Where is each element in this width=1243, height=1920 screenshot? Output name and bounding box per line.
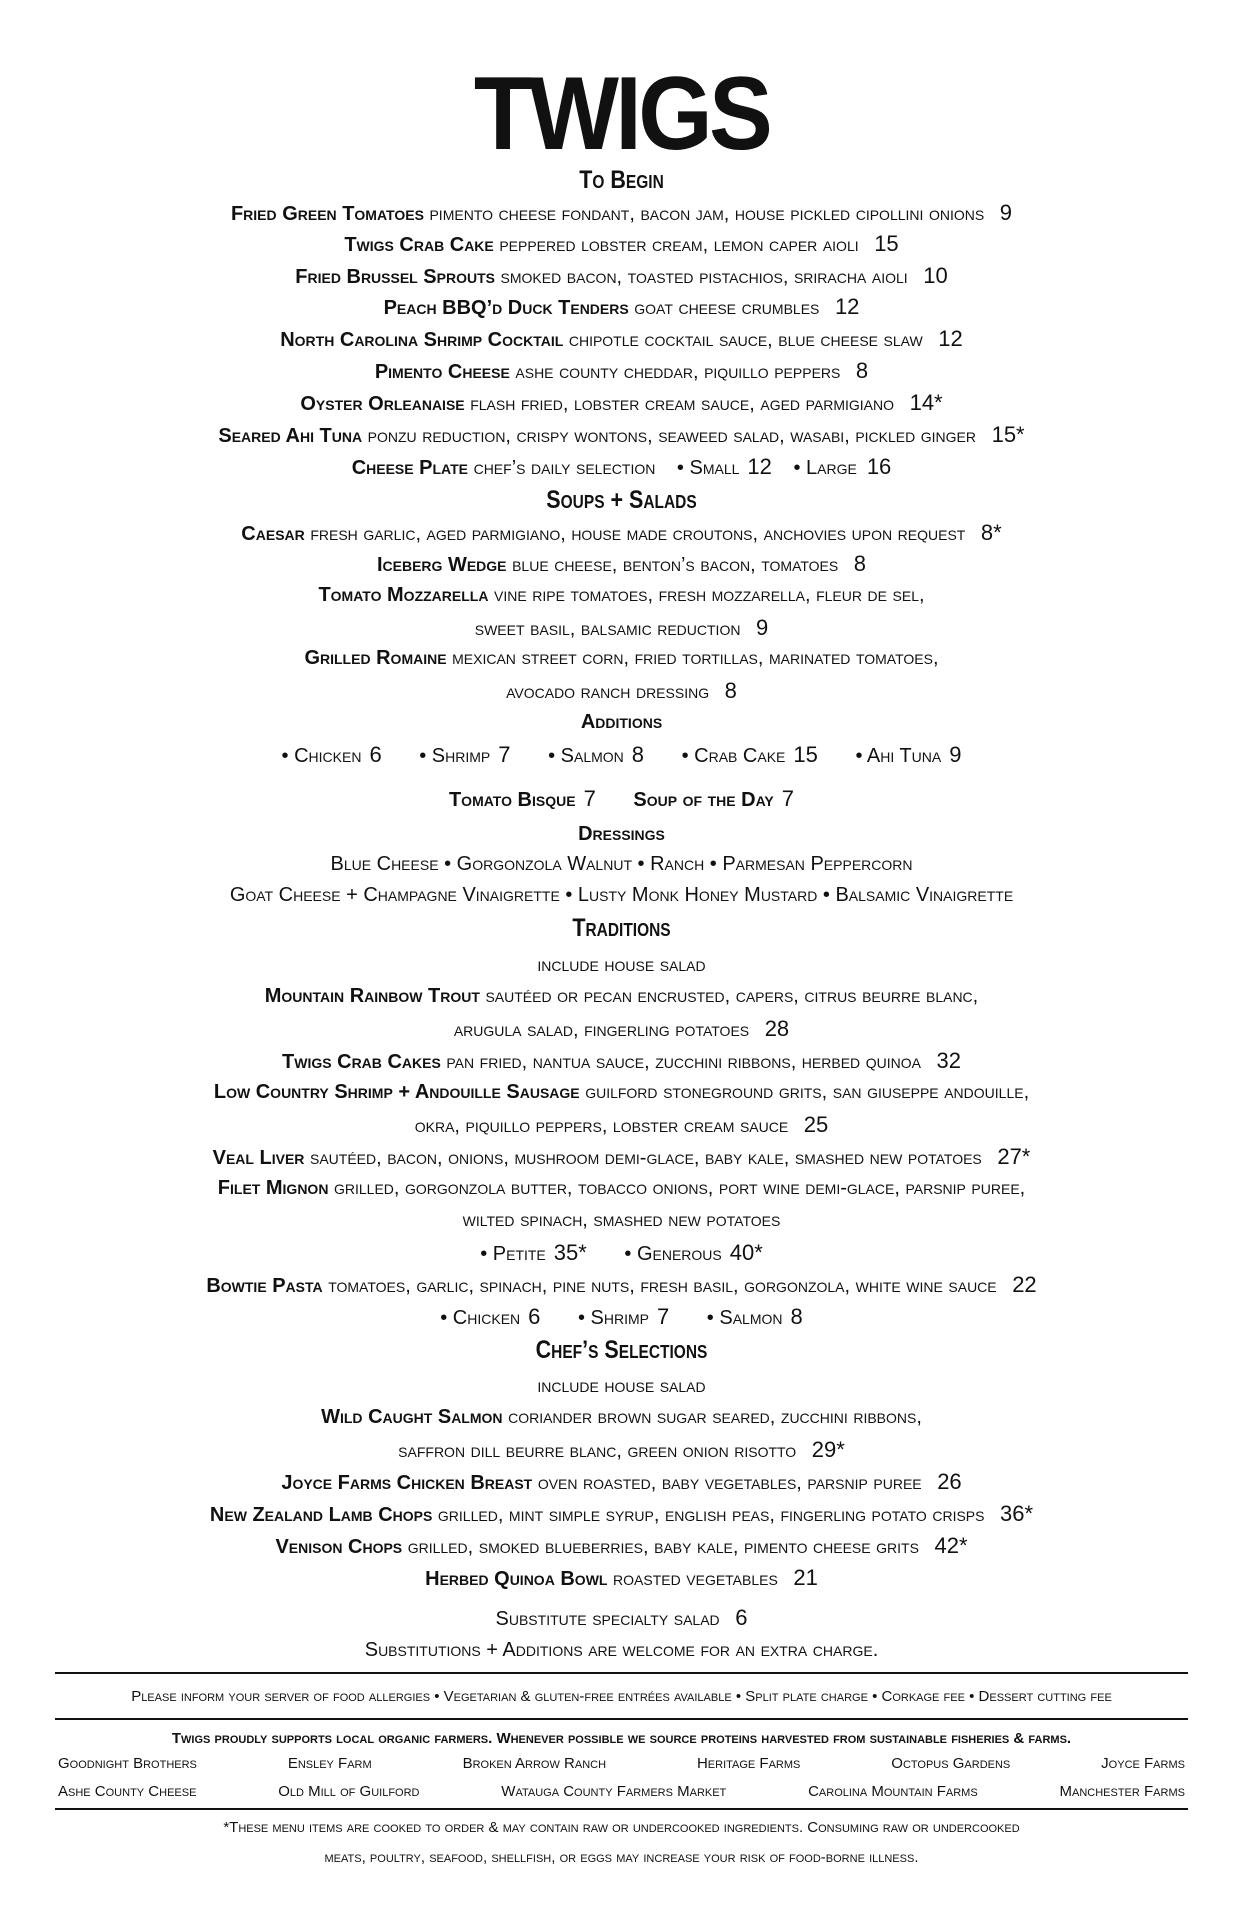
item-name: Mountain Rainbow Trout: [264, 985, 480, 1007]
section-heading-traditions: Traditions: [572, 914, 671, 942]
menu-item-twigs-crab-cake: [0, 233, 1243, 255]
item-price: 32: [936, 1048, 961, 1073]
item-desc: goat cheese crumbles: [634, 297, 820, 319]
item-name: Twigs Crab Cake: [344, 234, 494, 256]
menu-item-twigs-crab-cakes: [0, 1050, 1243, 1072]
additions-heading: Additions: [580, 711, 663, 733]
item-name: Tomato Mozzarella: [318, 584, 489, 606]
farm-name: Heritage Farms: [696, 1755, 801, 1772]
farm-name: Carolina Mountain Farms: [808, 1783, 978, 1800]
menu-item-seared-ahi-tuna: [0, 424, 1243, 446]
item-desc: chef’s daily selection: [473, 457, 656, 479]
addition-ahi-tuna: • Ahi Tuna 9: [855, 742, 962, 767]
addition-salmon: • Salmon 8: [548, 742, 645, 767]
soups-line: [0, 788, 1243, 810]
item-price: 27*: [997, 1144, 1031, 1169]
item-desc: wilted spinach, smashed new potatoes: [462, 1209, 781, 1231]
item-price: 22: [1012, 1272, 1037, 1297]
item-price: 25: [803, 1112, 829, 1137]
farm-name: Watauga County Farmers Market: [501, 1783, 727, 1800]
menu-item-filet-mignon-cont: [0, 1210, 1243, 1230]
traditions-note: include house salad: [537, 954, 706, 976]
farm-name: Ashe County Cheese: [58, 1783, 197, 1800]
soup-tomato-bisque: Tomato Bisque 7: [448, 786, 596, 811]
item-desc: arugula salad, fingerling potatoes: [453, 1019, 750, 1041]
addition-chicken: • Chicken 6: [440, 1304, 541, 1329]
item-price: 8: [853, 551, 867, 576]
item-desc: smoked bacon, toasted pistachios, sriracha aioli: [500, 266, 908, 288]
farm-name: Octopus Gardens: [891, 1755, 1011, 1772]
menu-item-duck-tenders: [0, 296, 1243, 318]
farm-name: Ensley Farm: [287, 1755, 372, 1772]
item-price: 8*: [980, 520, 1002, 545]
menu-item-grilled-romaine: [0, 648, 1243, 668]
item-price: 12: [834, 294, 860, 319]
footer-divider-top: [55, 1672, 1188, 1674]
item-name: New Zealand Lamb Chops: [209, 1504, 433, 1526]
item-desc: vine ripe tomatoes, fresh mozzarella, fleur de sel,: [494, 584, 925, 606]
item-price: 28: [764, 1016, 790, 1041]
menu-item-bowtie-pasta: [0, 1274, 1243, 1296]
dressings-line-1: Blue Cheese • Gorgonzola Walnut • Ranch • Parmesan Peppercorn: [330, 853, 913, 875]
additions-list: [0, 744, 1243, 766]
menu-item-oyster-orleanaise: [0, 392, 1243, 414]
item-name: Veal Liver: [212, 1147, 305, 1169]
item-name: Wild Caught Salmon: [321, 1406, 503, 1428]
item-price: 15: [874, 231, 899, 256]
menu-item-tomato-mozzarella: [0, 585, 1243, 605]
pasta-additions: [0, 1306, 1243, 1328]
menu-item-rainbow-trout: [0, 986, 1243, 1006]
item-price: 9: [756, 615, 769, 640]
item-price: 15*: [991, 422, 1025, 447]
farm-name: Joyce Farms: [1101, 1755, 1185, 1772]
menu-item-low-country-shrimp: [0, 1082, 1243, 1102]
item-name: Iceberg Wedge: [376, 554, 507, 576]
item-price: 36*: [1000, 1501, 1034, 1526]
policies-note: Please inform your server of food allergies • Vegetarian & gluten-free entrées available • Split plate charge • Corkage fee • Dessert cutting fee: [131, 1688, 1112, 1705]
chefs-note: include house salad: [537, 1375, 706, 1397]
item-price: 29*: [811, 1437, 845, 1462]
size-option-large: • Large 16: [793, 454, 892, 479]
item-desc: sautéed, bacon, onions, mushroom demi-glace, baby kale, smashed new potatoes: [309, 1147, 982, 1169]
item-desc: blue cheese, benton’s bacon, tomatoes: [512, 554, 839, 576]
item-desc: avocado ranch dressing: [506, 681, 710, 703]
item-desc: flash fried, lobster cream sauce, aged parmigiano: [470, 393, 895, 415]
item-price: 14*: [909, 390, 943, 415]
item-price: 9: [999, 200, 1013, 225]
menu-item-rainbow-trout-cont: [0, 1018, 1243, 1040]
menu-item-fried-green-tomatoes: [0, 202, 1243, 224]
farm-name: Manchester Farms: [1059, 1783, 1185, 1800]
farms-row-1: [58, 1756, 1185, 1771]
item-name: Low Country Shrimp + Andouille Sausage: [213, 1081, 580, 1103]
menu-item-pimento-cheese: [0, 360, 1243, 382]
item-desc: okra, piquillo peppers, lobster cream sauce: [414, 1115, 789, 1137]
item-name: Oyster Orleanaise: [300, 393, 465, 415]
item-name: Filet Mignon: [217, 1177, 329, 1199]
item-desc: pimento cheese fondant, bacon jam, house pickled cipollini onions: [429, 203, 985, 225]
item-name: Seared Ahi Tuna: [218, 425, 363, 447]
item-desc: tomatoes, garlic, spinach, pine nuts, fresh basil, gorgonzola, white wine sauce: [328, 1275, 997, 1297]
item-name: North Carolina Shrimp Cocktail: [280, 329, 564, 351]
restaurant-title: TWIGS: [473, 56, 770, 172]
menu-item-shrimp-cocktail: [0, 328, 1243, 350]
size-option-petite: • Petite 35*: [480, 1240, 587, 1265]
addition-crab-cake: • Crab Cake 15: [681, 742, 818, 767]
item-price: 12: [938, 326, 963, 351]
addition-salmon: • Salmon 8: [706, 1304, 803, 1329]
item-name: Joyce Farms Chicken Breast: [281, 1472, 533, 1494]
item-price: 10: [923, 263, 948, 288]
item-name: Venison Chops: [275, 1536, 403, 1558]
item-desc: ponzu reduction, crispy wontons, seaweed salad, wasabi, pickled ginger: [367, 425, 977, 447]
item-name: Twigs Crab Cakes: [282, 1051, 441, 1073]
menu-item-lamb-chops: [0, 1503, 1243, 1525]
section-heading-to-begin: To Begin: [579, 166, 664, 194]
item-desc: grilled, mint simple syrup, english peas, fingerling potato crisps: [437, 1504, 985, 1526]
item-price: 42*: [934, 1533, 968, 1558]
item-name: Caesar: [241, 523, 305, 545]
item-name: Fried Green Tomatoes: [230, 203, 424, 225]
menu-item-cheese-plate: [0, 456, 1243, 478]
item-name: Bowtie Pasta: [206, 1275, 323, 1297]
item-desc: roasted vegetables: [613, 1568, 778, 1590]
item-desc: peppered lobster cream, lemon caper aioli: [499, 234, 859, 256]
item-desc: coriander brown sugar seared, zucchini ribbons,: [508, 1406, 922, 1428]
menu-item-quinoa-bowl: [0, 1567, 1243, 1589]
footer-divider-bottom: [55, 1808, 1188, 1810]
menu-item-low-country-shrimp-cont: [0, 1114, 1243, 1136]
filet-size-options: [0, 1242, 1243, 1264]
item-desc: chipotle cocktail sauce, blue cheese slaw: [568, 329, 923, 351]
dressings-line-2: Goat Cheese + Champagne Vinaigrette • Lusty Monk Honey Mustard • Balsamic Vinaigrette: [229, 884, 1014, 906]
item-price: 26: [937, 1469, 962, 1494]
item-desc: oven roasted, baby vegetables, parsnip puree: [537, 1472, 922, 1494]
soup-of-the-day: Soup of the Day 7: [633, 786, 795, 811]
addition-chicken: • Chicken 6: [281, 742, 382, 767]
farm-name: Goodnight Brothers: [58, 1755, 197, 1772]
menu-item-chicken-breast: [0, 1471, 1243, 1493]
menu-item-veal-liver: [0, 1146, 1243, 1168]
menu-item-wild-salmon-cont: [0, 1439, 1243, 1461]
menu-item-filet-mignon: [0, 1178, 1243, 1198]
disclaimer-line-1: *These menu items are cooked to order & may contain raw or undercooked ingredients. Consuming raw or undercooked: [223, 1819, 1020, 1836]
farm-name: Broken Arrow Ranch: [462, 1755, 607, 1772]
item-price: 21: [793, 1565, 818, 1590]
item-desc: fresh garlic, aged parmigiano, house made croutons, anchovies upon request: [310, 523, 966, 545]
addition-shrimp: • Shrimp 7: [419, 742, 511, 767]
supports-note: Twigs proudly supports local organic farmers. Whenever possible we source proteins harvested from sustainable fisheries & farms.: [171, 1730, 1072, 1747]
item-desc: ashe county cheddar, piquillo peppers: [515, 361, 841, 383]
addition-shrimp: • Shrimp 7: [577, 1304, 670, 1329]
menu-item-grilled-romaine-cont: [0, 680, 1243, 702]
item-name: Pimento Cheese: [374, 361, 510, 383]
item-price: 8: [724, 678, 737, 703]
menu-item-caesar: [0, 522, 1243, 544]
section-heading-soups-salads: Soups + Salads: [546, 486, 697, 514]
item-desc: sweet basil, balsamic reduction: [474, 618, 741, 640]
size-option-generous: • Generous 40*: [624, 1240, 763, 1265]
menu-item-iceberg-wedge: [0, 553, 1243, 575]
item-desc: saffron dill beurre blanc, green onion risotto: [398, 1440, 797, 1462]
item-desc: grilled, gorgonzola butter, tobacco onions, port wine demi-glace, parsnip puree,: [334, 1177, 1026, 1199]
item-name: Grilled Romaine: [304, 647, 447, 669]
substitute-salad: Substitute specialty salad 6: [495, 1605, 748, 1630]
menu-item-venison-chops: [0, 1535, 1243, 1557]
item-name: Herbed Quinoa Bowl: [425, 1568, 608, 1590]
item-desc: sautéed or pecan encrusted, capers, citrus beurre blanc,: [485, 985, 979, 1007]
item-desc: pan fried, nantua sauce, zucchini ribbons, herbed quinoa: [446, 1051, 921, 1073]
menu-item-wild-salmon: [0, 1407, 1243, 1427]
footer-divider-middle: [55, 1718, 1188, 1720]
item-name: Fried Brussel Sprouts: [295, 266, 495, 288]
item-name: Cheese Plate: [351, 457, 469, 479]
item-desc: mexican street corn, fried tortillas, marinated tomatoes,: [452, 647, 939, 669]
substitutions-note: Substitutions + Additions are welcome for an extra charge.: [364, 1639, 879, 1661]
item-desc: grilled, smoked blueberries, baby kale, pimento cheese grits: [407, 1536, 919, 1558]
menu-item-fried-brussel-sprouts: [0, 265, 1243, 287]
farm-name: Old Mill of Guilford: [278, 1783, 420, 1800]
section-heading-chefs-selections: Chef’s Selections: [535, 1336, 708, 1364]
item-name: Peach BBQ’d Duck Tenders: [383, 297, 629, 319]
farms-row-2: [58, 1784, 1185, 1799]
size-option-small: • Small 12: [676, 454, 772, 479]
item-price: 8: [855, 358, 869, 383]
menu-item-tomato-mozzarella-cont: [0, 617, 1243, 639]
disclaimer-line-2: meats, poultry, seafood, shellfish, or eggs may increase your risk of food-borne illness.: [324, 1849, 919, 1866]
dressings-heading: Dressings: [578, 823, 665, 845]
item-desc: guilford stoneground grits, san giuseppe andouille,: [585, 1081, 1030, 1103]
